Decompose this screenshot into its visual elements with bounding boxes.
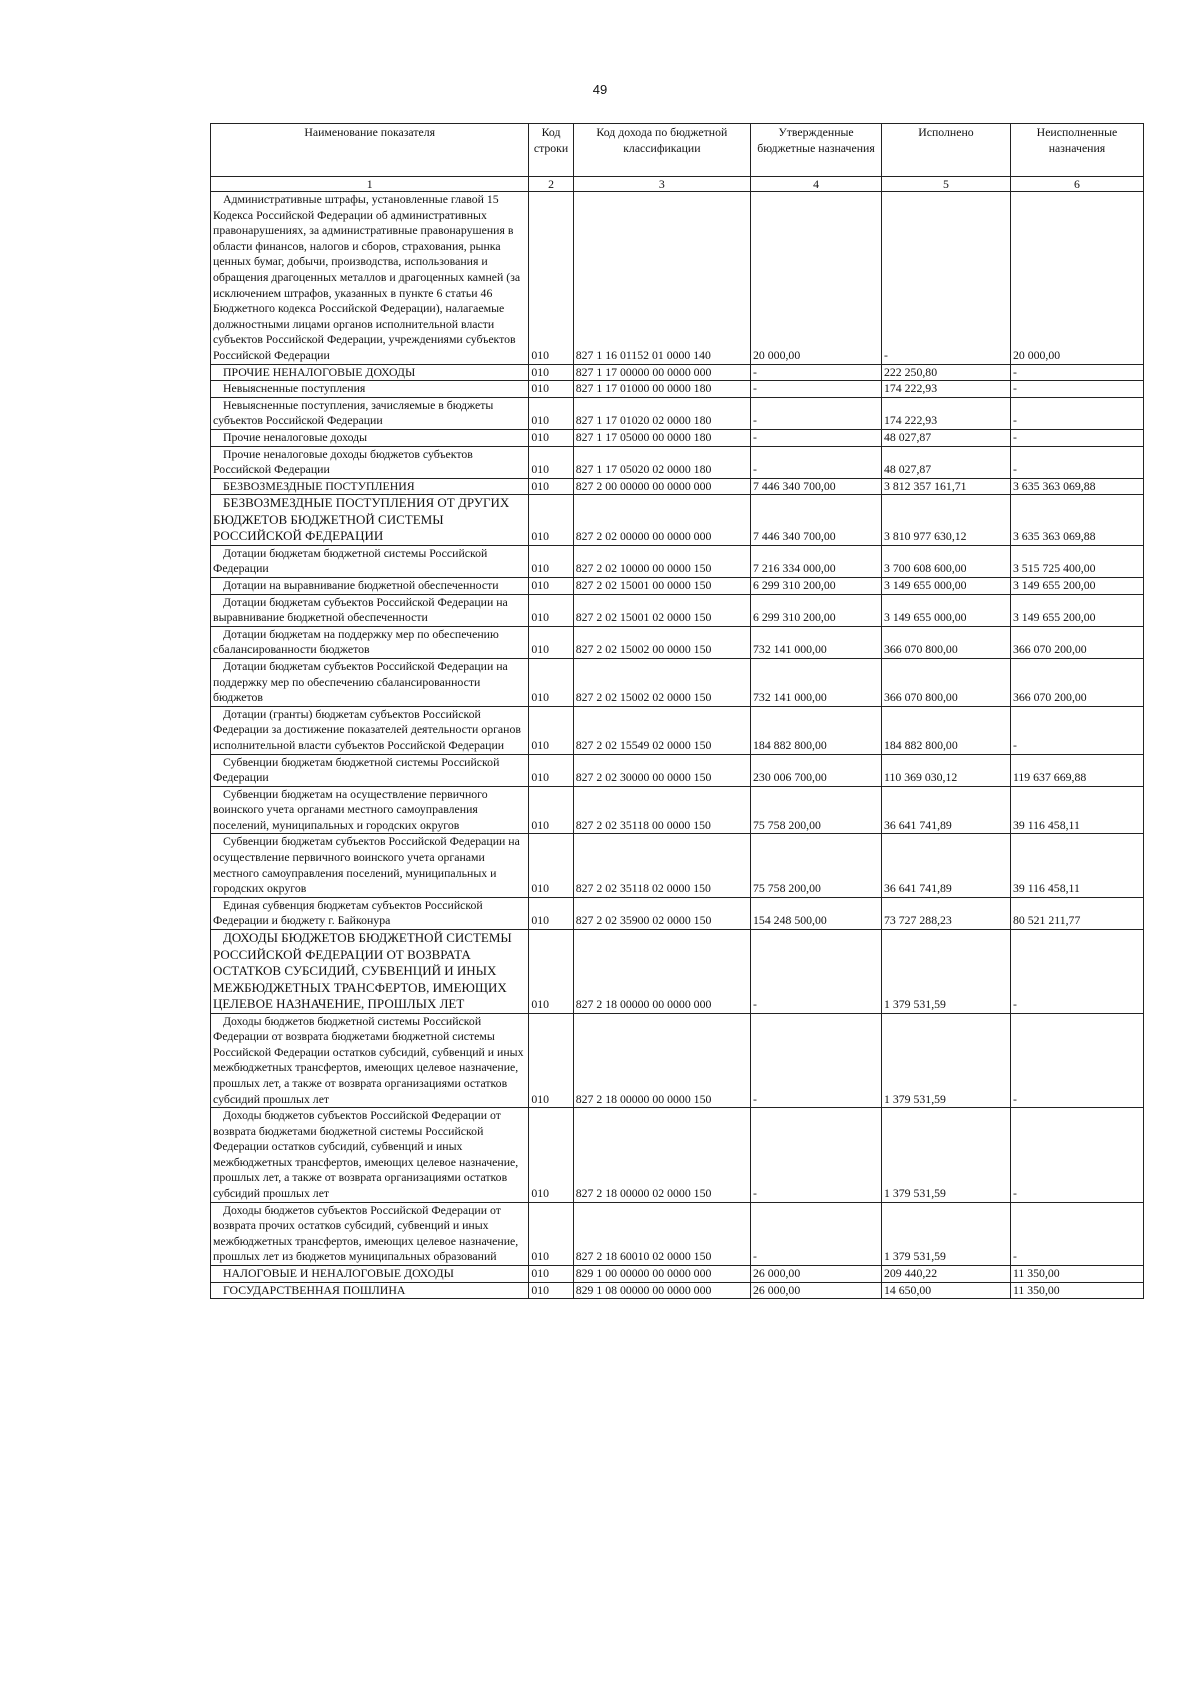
cell-indicator-name: Субвенции бюджетам субъектов Российской Федерации на осуществление первичного воинского учета органами местного самоуправления поселений, муниципальных и городских округов	[211, 834, 529, 897]
column-number: 4	[751, 177, 882, 192]
table-body	[211, 192, 1144, 1299]
cell-indicator-name: Доходы бюджетов субъектов Российской Федерации от возврата прочих остатков субсидий, субвенций и иных межбюджетных трансфертов, имеющих целевое назначение, прошлых лет из бюджетов муниципальных образований	[211, 1202, 529, 1265]
column-number: 3	[573, 177, 750, 192]
cell-indicator-name: Дотации (гранты) бюджетам субъектов Российской Федерации за достижение показателей деятельности органов исполнительной власти субъектов Российской Федерации	[211, 706, 529, 754]
cell-line-code: 010	[529, 1108, 573, 1203]
cell-line-code: 010	[529, 577, 573, 594]
cell-income-code: 827 2 02 15002 02 0000 150	[573, 658, 750, 706]
cell-executed: 48 027,87	[882, 446, 1011, 478]
cell-approved: 732 141 000,00	[751, 626, 882, 658]
cell-income-code: 827 2 02 15001 00 0000 150	[573, 577, 750, 594]
cell-income-code: 827 2 02 30000 00 0000 150	[573, 754, 750, 786]
table-row	[211, 706, 1144, 754]
cell-executed: 3 812 357 161,71	[882, 478, 1011, 495]
cell-income-code: 827 2 00 00000 00 0000 000	[573, 478, 750, 495]
cell-indicator-name: Доходы бюджетов бюджетной системы Российской Федерации от возврата бюджетами бюджетной системы Российской Федерации остатков субсидий, субвенций и иных межбюджетных трансфертов, имеющих целевое назначение, прошлых лет, а также от возврата организациями остатков субсидий прошлых лет	[211, 1013, 529, 1108]
cell-unexecuted: 80 521 211,77	[1010, 897, 1143, 929]
cell-unexecuted: 119 637 669,88	[1010, 754, 1143, 786]
cell-line-code: 010	[529, 397, 573, 429]
table-row	[211, 1266, 1144, 1283]
cell-line-code: 010	[529, 594, 573, 626]
cell-line-code: 010	[529, 545, 573, 577]
cell-executed: 110 369 030,12	[882, 754, 1011, 786]
cell-indicator-name: НАЛОГОВЫЕ И НЕНАЛОГОВЫЕ ДОХОДЫ	[211, 1266, 529, 1283]
table-row	[211, 478, 1144, 495]
cell-income-code: 827 1 17 01020 02 0000 180	[573, 397, 750, 429]
cell-unexecuted: -	[1010, 429, 1143, 446]
cell-income-code: 827 2 02 15001 02 0000 150	[573, 594, 750, 626]
cell-executed: 1 379 531,59	[882, 1013, 1011, 1108]
column-number-row	[211, 177, 1144, 192]
cell-executed: 174 222,93	[882, 397, 1011, 429]
cell-unexecuted: -	[1010, 930, 1143, 1014]
cell-income-code: 827 2 02 35900 02 0000 150	[573, 897, 750, 929]
cell-executed: -	[882, 192, 1011, 365]
cell-line-code: 010	[529, 429, 573, 446]
cell-income-code: 827 2 18 00000 00 0000 150	[573, 1013, 750, 1108]
cell-executed: 3 810 977 630,12	[882, 495, 1011, 546]
cell-approved: 184 882 800,00	[751, 706, 882, 754]
cell-line-code: 010	[529, 446, 573, 478]
cell-unexecuted: -	[1010, 1013, 1143, 1108]
table-row	[211, 1202, 1144, 1265]
cell-income-code: 827 1 17 00000 00 0000 000	[573, 364, 750, 381]
column-number: 5	[882, 177, 1011, 192]
cell-unexecuted: 39 116 458,11	[1010, 786, 1143, 834]
cell-indicator-name: ГОСУДАРСТВЕННАЯ ПОШЛИНА	[211, 1282, 529, 1299]
cell-approved: 230 006 700,00	[751, 754, 882, 786]
cell-income-code: 827 1 17 01000 00 0000 180	[573, 381, 750, 398]
cell-approved: 26 000,00	[751, 1282, 882, 1299]
table-row	[211, 930, 1144, 1014]
cell-unexecuted: 39 116 458,11	[1010, 834, 1143, 897]
cell-executed: 1 379 531,59	[882, 1108, 1011, 1203]
cell-executed: 222 250,80	[882, 364, 1011, 381]
cell-approved: -	[751, 397, 882, 429]
cell-executed: 1 379 531,59	[882, 1202, 1011, 1265]
cell-indicator-name: Прочие неналоговые доходы бюджетов субъектов Российской Федерации	[211, 446, 529, 478]
cell-approved: 6 299 310 200,00	[751, 577, 882, 594]
cell-indicator-name: Невыясненные поступления	[211, 381, 529, 398]
cell-unexecuted: 11 350,00	[1010, 1282, 1143, 1299]
cell-indicator-name: Дотации бюджетам субъектов Российской Федерации на выравнивание бюджетной обеспеченности	[211, 594, 529, 626]
cell-executed: 1 379 531,59	[882, 930, 1011, 1014]
cell-income-code: 829 1 00 00000 00 0000 000	[573, 1266, 750, 1283]
cell-indicator-name: Субвенции бюджетам бюджетной системы Российской Федерации	[211, 754, 529, 786]
table-row	[211, 381, 1144, 398]
cell-unexecuted: 3 149 655 200,00	[1010, 594, 1143, 626]
cell-executed: 209 440,22	[882, 1266, 1011, 1283]
cell-income-code: 827 1 17 05000 00 0000 180	[573, 429, 750, 446]
table-row	[211, 594, 1144, 626]
cell-unexecuted: 20 000,00	[1010, 192, 1143, 365]
cell-unexecuted: -	[1010, 1202, 1143, 1265]
cell-line-code: 010	[529, 1266, 573, 1283]
cell-executed: 174 222,93	[882, 381, 1011, 398]
cell-indicator-name: Невыясненные поступления, зачисляемые в бюджеты субъектов Российской Федерации	[211, 397, 529, 429]
cell-indicator-name: Единая субвенция бюджетам субъектов Российской Федерации и бюджету г. Байконура	[211, 897, 529, 929]
cell-line-code: 010	[529, 1013, 573, 1108]
cell-unexecuted: -	[1010, 364, 1143, 381]
cell-indicator-name: БЕЗВОЗМЕЗДНЫЕ ПОСТУПЛЕНИЯ	[211, 478, 529, 495]
cell-income-code: 827 2 02 15002 00 0000 150	[573, 626, 750, 658]
cell-executed: 366 070 800,00	[882, 626, 1011, 658]
revenue-table	[210, 123, 1144, 1299]
table-row	[211, 658, 1144, 706]
table-row	[211, 1108, 1144, 1203]
cell-indicator-name: Административные штрафы, установленные главой 15 Кодекса Российской Федерации об административных правонарушениях, за административные правонарушения в области финансов, налогов и сборов, страхования, рынка ценных бумаг, добычи, производства, использования и обращения драгоценных металлов и драгоценных камней (за исключением штрафов, указанных в пункте 6 статьи 46 Бюджетного кодекса Российской Федерации), налагаемые должностными лицами органов исполнительной власти субъектов Российской Федерации, учреждениями субъектов Российской Федерации	[211, 192, 529, 365]
cell-executed: 73 727 288,23	[882, 897, 1011, 929]
table-row	[211, 1013, 1144, 1108]
cell-executed: 184 882 800,00	[882, 706, 1011, 754]
header-executed: Исполнено	[882, 124, 1011, 177]
cell-indicator-name: БЕЗВОЗМЕЗДНЫЕ ПОСТУПЛЕНИЯ ОТ ДРУГИХ БЮДЖЕТОВ БЮДЖЕТНОЙ СИСТЕМЫ РОССИЙСКОЙ ФЕДЕРАЦИИ	[211, 495, 529, 546]
table-row	[211, 397, 1144, 429]
cell-executed: 366 070 800,00	[882, 658, 1011, 706]
cell-line-code: 010	[529, 897, 573, 929]
cell-approved: 6 299 310 200,00	[751, 594, 882, 626]
column-number: 6	[1010, 177, 1143, 192]
table-row	[211, 429, 1144, 446]
header-indicator-name: Наименование показателя	[211, 124, 529, 177]
cell-approved: 75 758 200,00	[751, 834, 882, 897]
cell-executed: 36 641 741,89	[882, 834, 1011, 897]
header-income-code: Код дохода по бюджетной классификации	[573, 124, 750, 177]
cell-indicator-name: Субвенции бюджетам на осуществление первичного воинского учета органами местного самоуправления поселений, муниципальных и городских округов	[211, 786, 529, 834]
cell-line-code: 010	[529, 381, 573, 398]
cell-unexecuted: -	[1010, 1108, 1143, 1203]
cell-executed: 3 700 608 600,00	[882, 545, 1011, 577]
cell-unexecuted: 3 635 363 069,88	[1010, 478, 1143, 495]
cell-executed: 3 149 655 000,00	[882, 577, 1011, 594]
cell-indicator-name: Дотации бюджетам субъектов Российской Федерации на поддержку мер по обеспечению сбалансированности бюджетов	[211, 658, 529, 706]
cell-approved: -	[751, 429, 882, 446]
cell-indicator-name: Дотации бюджетам на поддержку мер по обеспечению сбалансированности бюджетов	[211, 626, 529, 658]
cell-approved: 20 000,00	[751, 192, 882, 365]
cell-indicator-name: Доходы бюджетов субъектов Российской Федерации от возврата бюджетами бюджетной системы Российской Федерации остатков субсидий, субвенций и иных межбюджетных трансфертов, имеющих целевое назначение, прошлых лет, а также от возврата организациями остатков субсидий прошлых лет	[211, 1108, 529, 1203]
table-row	[211, 1282, 1144, 1299]
table-row	[211, 834, 1144, 897]
cell-approved: -	[751, 364, 882, 381]
table-row	[211, 577, 1144, 594]
cell-income-code: 827 2 02 35118 02 0000 150	[573, 834, 750, 897]
cell-unexecuted: 3 635 363 069,88	[1010, 495, 1143, 546]
page-number: 49	[592, 82, 608, 97]
cell-executed: 14 650,00	[882, 1282, 1011, 1299]
table-row	[211, 754, 1144, 786]
table-row	[211, 364, 1144, 381]
cell-income-code: 827 1 16 01152 01 0000 140	[573, 192, 750, 365]
cell-income-code: 827 2 18 00000 00 0000 000	[573, 930, 750, 1014]
cell-approved: -	[751, 930, 882, 1014]
table-row	[211, 545, 1144, 577]
cell-unexecuted: -	[1010, 397, 1143, 429]
cell-indicator-name: Дотации на выравнивание бюджетной обеспеченности	[211, 577, 529, 594]
cell-line-code: 010	[529, 478, 573, 495]
header-row	[211, 124, 1144, 177]
cell-approved: -	[751, 1108, 882, 1203]
cell-executed: 3 149 655 000,00	[882, 594, 1011, 626]
cell-line-code: 010	[529, 658, 573, 706]
cell-line-code: 010	[529, 192, 573, 365]
header-line-code: Код строки	[529, 124, 573, 177]
cell-approved: 75 758 200,00	[751, 786, 882, 834]
table-row	[211, 192, 1144, 365]
cell-indicator-name: ПРОЧИЕ НЕНАЛОГОВЫЕ ДОХОДЫ	[211, 364, 529, 381]
cell-line-code: 010	[529, 786, 573, 834]
cell-approved: 26 000,00	[751, 1266, 882, 1283]
cell-line-code: 010	[529, 364, 573, 381]
cell-approved: 7 446 340 700,00	[751, 478, 882, 495]
cell-unexecuted: -	[1010, 381, 1143, 398]
cell-approved: -	[751, 446, 882, 478]
cell-executed: 36 641 741,89	[882, 786, 1011, 834]
cell-approved: -	[751, 1013, 882, 1108]
table-row	[211, 495, 1144, 546]
cell-unexecuted: 3 515 725 400,00	[1010, 545, 1143, 577]
cell-unexecuted: 3 149 655 200,00	[1010, 577, 1143, 594]
table-row	[211, 626, 1144, 658]
cell-approved: 7 446 340 700,00	[751, 495, 882, 546]
cell-income-code: 827 2 02 00000 00 0000 000	[573, 495, 750, 546]
cell-income-code: 829 1 08 00000 00 0000 000	[573, 1282, 750, 1299]
cell-unexecuted: 11 350,00	[1010, 1266, 1143, 1283]
cell-approved: -	[751, 381, 882, 398]
cell-executed: 48 027,87	[882, 429, 1011, 446]
cell-unexecuted: -	[1010, 706, 1143, 754]
cell-income-code: 827 1 17 05020 02 0000 180	[573, 446, 750, 478]
table-row	[211, 897, 1144, 929]
table-row	[211, 446, 1144, 478]
cell-approved: 7 216 334 000,00	[751, 545, 882, 577]
cell-line-code: 010	[529, 930, 573, 1014]
cell-income-code: 827 2 02 10000 00 0000 150	[573, 545, 750, 577]
cell-approved: 154 248 500,00	[751, 897, 882, 929]
header-unexecuted: Неисполненные назначения	[1010, 124, 1143, 177]
cell-unexecuted: 366 070 200,00	[1010, 626, 1143, 658]
cell-line-code: 010	[529, 1282, 573, 1299]
cell-indicator-name: ДОХОДЫ БЮДЖЕТОВ БЮДЖЕТНОЙ СИСТЕМЫ РОССИЙСКОЙ ФЕДЕРАЦИИ ОТ ВОЗВРАТА ОСТАТКОВ СУБСИДИЙ, СУБВЕНЦИЙ И ИНЫХ МЕЖБЮДЖЕТНЫХ ТРАНСФЕРТОВ, ИМЕЮЩИХ ЦЕЛЕВОЕ НАЗНАЧЕНИЕ, ПРОШЛЫХ ЛЕТ	[211, 930, 529, 1014]
column-number: 1	[211, 177, 529, 192]
cell-unexecuted: 366 070 200,00	[1010, 658, 1143, 706]
cell-line-code: 010	[529, 1202, 573, 1265]
table-row	[211, 786, 1144, 834]
cell-line-code: 010	[529, 626, 573, 658]
cell-indicator-name: Прочие неналоговые доходы	[211, 429, 529, 446]
cell-line-code: 010	[529, 495, 573, 546]
column-number: 2	[529, 177, 573, 192]
header-approved: Утвержденные бюджетные назначения	[751, 124, 882, 177]
cell-indicator-name: Дотации бюджетам бюджетной системы Российской Федерации	[211, 545, 529, 577]
cell-income-code: 827 2 18 00000 02 0000 150	[573, 1108, 750, 1203]
cell-line-code: 010	[529, 834, 573, 897]
cell-income-code: 827 2 02 35118 00 0000 150	[573, 786, 750, 834]
cell-approved: -	[751, 1202, 882, 1265]
cell-line-code: 010	[529, 706, 573, 754]
cell-approved: 732 141 000,00	[751, 658, 882, 706]
cell-unexecuted: -	[1010, 446, 1143, 478]
cell-income-code: 827 2 18 60010 02 0000 150	[573, 1202, 750, 1265]
cell-income-code: 827 2 02 15549 02 0000 150	[573, 706, 750, 754]
cell-line-code: 010	[529, 754, 573, 786]
